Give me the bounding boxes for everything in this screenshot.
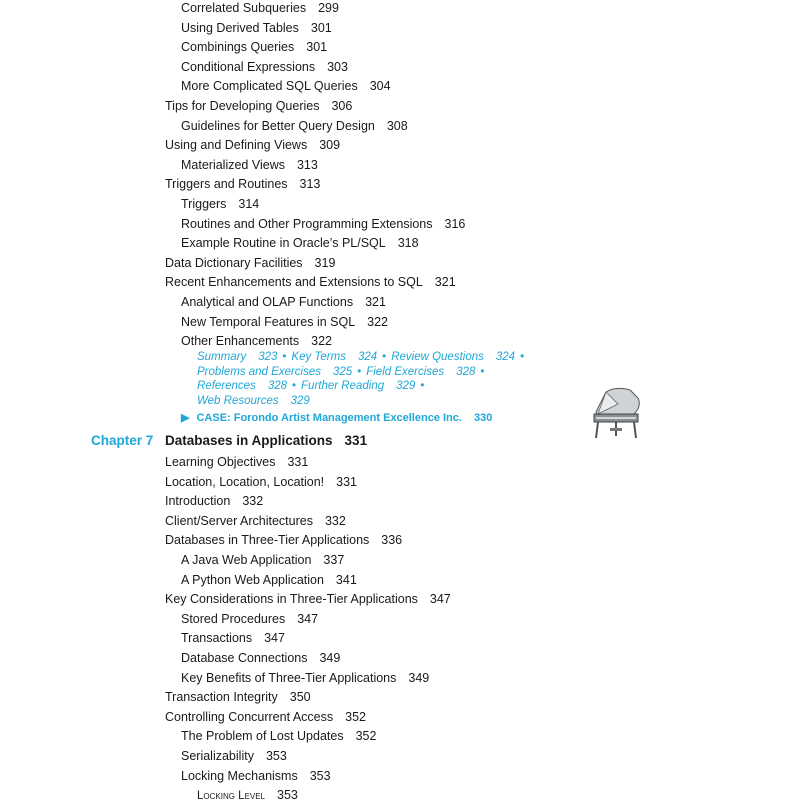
case-entry[interactable] [181,410,492,426]
toc-entry-title: Tips for Developing Queries [165,99,320,113]
end-matter-item[interactable]: References [197,380,256,392]
toc-entry-page: 332 [242,494,264,509]
bullet-separator: • [420,380,425,392]
case-page: 330 [473,412,493,424]
toc-entry-page: 301 [310,20,332,35]
toc-entry-title: Other Enhancements [181,334,300,349]
case-title: CASE: Forondo Artist Management Excellence Inc. [196,412,462,424]
end-matter-page: 324 [495,351,516,363]
toc-entry-title: The Problem of Lost Updates [181,729,344,744]
toc-entry-page: 309 [319,138,341,153]
end-matter-page: 325 [333,365,353,378]
end-matter-item[interactable]: Field Exercises [366,365,445,378]
bullet-separator: • [282,351,287,363]
toc-entry[interactable] [181,552,344,568]
toc-entry[interactable] [181,118,408,134]
toc-entry[interactable] [181,611,318,627]
toc-entry-page: 316 [444,216,466,231]
toc-entry-page: 350 [289,690,311,705]
toc-entry[interactable] [181,20,332,36]
toc-entry-title: Locking Level [197,790,266,803]
toc-entry[interactable] [165,513,346,529]
toc-entry-title: A Java Web Application [181,553,312,567]
end-matter-item[interactable]: Problems and Exercises [197,365,321,378]
end-matter-item[interactable]: Key Terms [291,351,346,363]
chapter-heading[interactable] [165,433,367,448]
chapter-label: Chapter 7 [91,433,154,448]
toc-entry-page: 308 [386,118,408,133]
toc-entry-title: Databases in Three-Tier Applications [165,533,370,548]
toc-entry-page: 353 [265,749,287,763]
toc-entry[interactable] [181,572,357,588]
chapter-title: Databases in Applications [165,433,333,448]
toc-entry-title: Analytical and OLAP Functions [181,295,354,309]
bullet-separator: • [520,351,525,363]
bullet-separator: • [382,351,387,363]
toc-entry-title: Routines and Other Programming Extensions [181,216,433,231]
toc-entry-page: 303 [327,59,348,74]
bullet-separator: • [357,365,362,378]
end-matter-page: 328 [456,365,476,378]
toc-entry[interactable] [181,78,391,94]
toc-entry[interactable] [181,650,340,666]
end-matter-page: 329 [290,394,310,407]
toc-entry-page: 332 [324,513,346,528]
toc-entry-page: 349 [319,651,341,665]
toc-entry[interactable] [197,787,298,804]
toc-entry[interactable] [165,176,320,192]
toc-entry-page: 336 [381,533,403,548]
toc-entry[interactable] [181,157,318,173]
toc-entry-title: Serializability [181,749,254,763]
toc-entry-page: 299 [318,1,339,15]
toc-entry[interactable] [181,235,419,251]
toc-entry-page: 341 [335,572,357,587]
toc-entry[interactable] [165,137,340,153]
end-matter-page: 328 [267,380,287,392]
toc-entry-page: 322 [311,334,332,349]
toc-entry-title: Correlated Subqueries [181,1,307,15]
toc-entry-title: Using Derived Tables [181,20,299,35]
toc-entry[interactable] [181,314,388,330]
toc-entry-title: Materialized Views [181,157,285,172]
toc-entry-title: Triggers and Routines [165,177,288,192]
toc-entry-page: 347 [297,611,319,626]
toc-entry[interactable] [181,728,376,744]
toc-entry-page: 347 [429,592,451,607]
toc-entry-page: 331 [287,455,309,469]
toc-entry-page: 304 [369,79,391,94]
toc-entry[interactable] [181,0,339,16]
case-arrow-icon: ▶ [181,412,190,424]
toc-entry-title: Transaction Integrity [165,690,278,705]
bullet-separator: • [292,380,297,392]
toc-entry-title: Using and Defining Views [165,138,308,153]
toc-entry-title: Combinings Queries [181,40,295,55]
end-matter-page: 329 [396,380,416,392]
toc-entry-page: 322 [367,314,389,329]
toc-entry-page: 306 [331,99,353,113]
toc-entry-page: 331 [336,474,358,489]
end-matter-line [197,379,429,393]
toc-entry-page: 313 [296,157,318,172]
toc-entry-title: Key Considerations in Three-Tier Applications [165,592,418,607]
toc-entry[interactable] [181,216,465,232]
toc-entry-page: 353 [277,788,298,803]
toc-entry-page: 337 [323,553,345,567]
toc-entry[interactable] [165,709,366,725]
toc-entry[interactable] [181,196,259,212]
end-matter-item[interactable]: Summary [197,351,247,363]
toc-entry[interactable] [181,630,285,646]
toc-entry[interactable] [165,689,311,705]
toc-entry-title: Guidelines for Better Query Design [181,118,375,133]
toc-entry-title: A Python Web Application [181,572,324,587]
toc-entry[interactable] [181,768,331,784]
end-matter-page: 324 [357,351,378,363]
toc-entry-page: 352 [355,729,377,744]
toc-entry-title: Example Routine in Oracle’s PL/SQL [181,236,386,251]
toc-entry-title: Key Benefits of Three-Tier Applications [181,670,397,685]
end-matter-line [197,394,310,408]
chapter-page: 331 [344,433,368,448]
toc-entry-page: 321 [365,295,386,309]
toc-entry[interactable] [165,454,308,470]
toc-entry[interactable] [181,748,287,764]
toc-entry-page: 301 [306,40,328,55]
toc-entry[interactable] [181,670,429,686]
toc-entry[interactable] [165,274,456,290]
toc-entry-title: Transactions [181,631,253,646]
toc-entry[interactable] [165,532,402,548]
toc-entry-page: 314 [238,197,260,211]
toc-entry[interactable] [165,255,335,271]
toc-entry-page: 321 [434,275,456,290]
toc-entry-title: Conditional Expressions [181,59,316,74]
toc-entry-title: New Temporal Features in SQL [181,314,356,329]
toc-entry-page: 313 [299,177,321,192]
toc-entry[interactable] [165,591,451,607]
toc-entry-page: 349 [408,670,430,685]
toc-entry-title: More Complicated SQL Queries [181,79,358,94]
end-matter-line [197,350,529,364]
toc-entry-title: Learning Objectives [165,455,276,469]
toc-entry-page: 347 [264,631,285,646]
toc-entry[interactable] [181,294,386,310]
toc-entry[interactable] [181,333,332,349]
toc-entry-title: Triggers [181,197,227,211]
end-matter-line [197,365,489,379]
toc-entry-page: 318 [397,236,419,251]
toc-entry-page: 353 [309,768,331,783]
grand-piano-icon [586,384,644,442]
toc-entry-title: Database Connections [181,651,308,665]
toc-entry-title: Stored Procedures [181,611,286,626]
toc-entry-page: 319 [314,255,336,270]
end-matter-item[interactable]: Web Resources [197,394,279,407]
toc-entry-title: Controlling Concurrent Access [165,709,334,724]
toc-entry[interactable] [165,493,263,509]
toc-entry-page: 352 [345,709,366,724]
toc-entry-title: Recent Enhancements and Extensions to SQL [165,275,423,290]
toc-entry[interactable] [181,39,327,55]
toc-entry-title: Client/Server Architectures [165,513,313,528]
toc-entry-title: Location, Location, Location! [165,474,325,489]
toc-entry[interactable] [181,59,348,75]
end-matter-item[interactable]: Review Questions [391,351,484,363]
toc-entry-title: Data Dictionary Facilities [165,255,303,270]
toc-entry-title: Introduction [165,494,231,509]
end-matter-item[interactable]: Further Reading [301,380,385,392]
bullet-separator: • [480,365,485,378]
end-matter-page: 323 [258,351,278,363]
toc-entry[interactable] [165,98,352,114]
toc-entry-title: Locking Mechanisms [181,768,298,783]
toc-entry[interactable] [165,474,357,490]
